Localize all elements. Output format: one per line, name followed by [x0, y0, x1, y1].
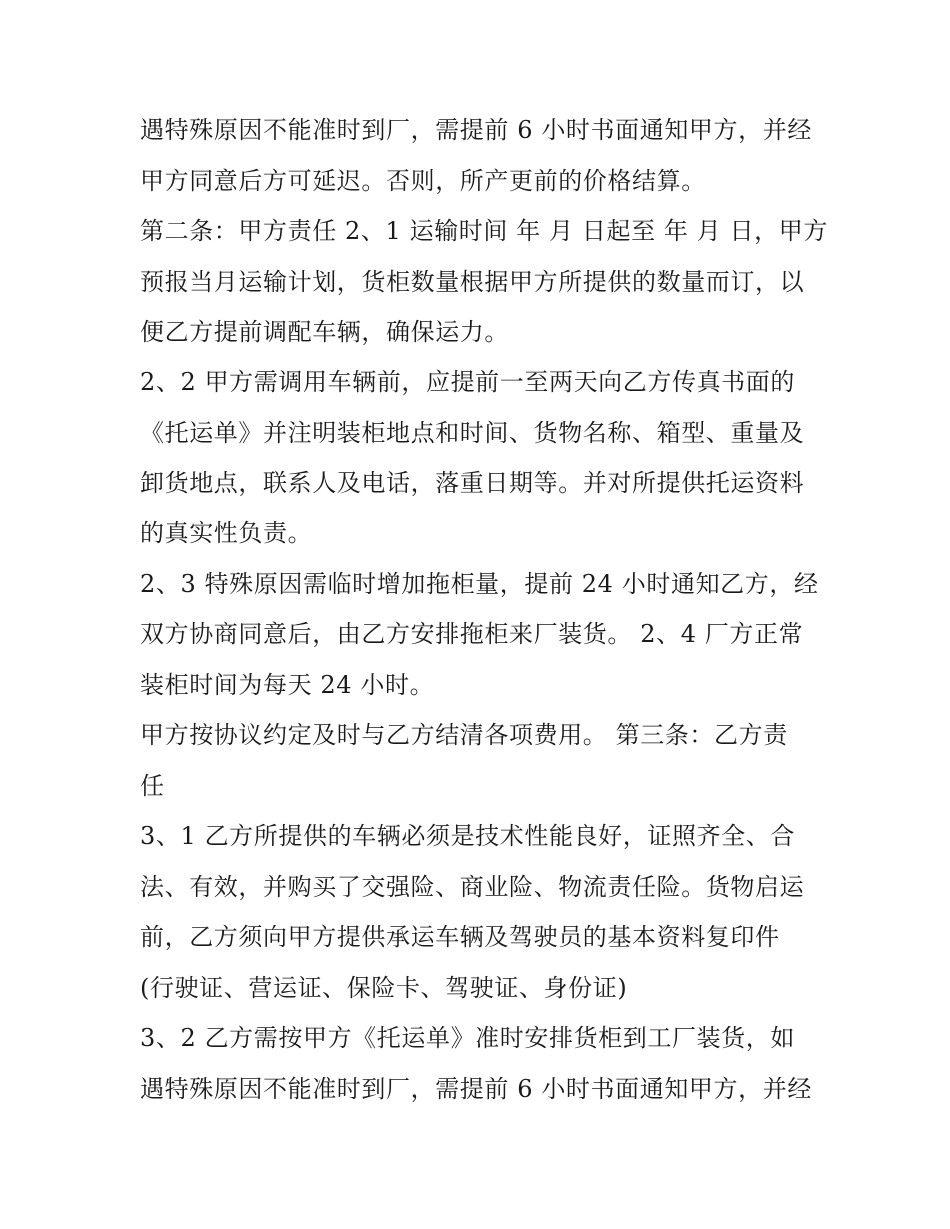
text-line: 遇特殊原因不能准时到厂，需提前 6 小时书面通知甲方，并经 [140, 1075, 812, 1103]
text-line: 遇特殊原因不能准时到厂，需提前 6 小时书面通知甲方，并经 [140, 116, 812, 144]
text-line: 甲方按协议约定及时与乙方结清各项费用。 第三条：乙方责 [140, 721, 788, 749]
text-line: 前，乙方须向甲方提供承运车辆及驾驶员的基本资料复印件 [140, 923, 780, 951]
text-line: (行驶证、营运证、保险卡、驾驶证、身份证) [140, 974, 628, 1002]
text-line: 装柜时间为每天 24 小时。 [140, 671, 435, 699]
text-line: 2、2 甲方需调用车辆前，应提前一至两天向乙方传真书面的 [140, 368, 795, 396]
text-line: 卸货地点，联系人及电话，落重日期等。并对所提供托运资料 [140, 469, 805, 497]
text-line: 2、3 特殊原因需临时增加拖柜量，提前 24 小时通知乙方，经 [140, 570, 819, 598]
text-line: 的真实性负责。 [140, 519, 313, 547]
text-line: 预报当月运输计划，货柜数量根据甲方所提供的数量而订，以 [140, 268, 805, 296]
text-line: 便乙方提前调配车辆，确保运力。 [140, 318, 509, 346]
text-line: 双方协商同意后，由乙方安排拖柜来厂装货。 2、4 厂方正常 [140, 620, 804, 648]
text-line: 《托运单》并注明装柜地点和时间、货物名称、箱型、重量及 [140, 419, 805, 447]
text-line: 法、有效，并购买了交强险、商业险、物流责任险。货物启运 [140, 873, 805, 901]
text-line: 3、2 乙方需按甲方《托运单》准时安排货柜到工厂装货，如 [140, 1024, 795, 1052]
text-line: 第二条：甲方责任 2、1 运输时间 年 月 日起至 年 月 日，甲方 [140, 217, 828, 245]
text-line: 3、1 乙方所提供的车辆必须是技术性能良好，证照齐全、合 [140, 822, 795, 850]
text-line: 任 [140, 772, 165, 800]
text-line: 甲方同意后方可延迟。否则，所产更前的价格结算。 [140, 167, 706, 195]
